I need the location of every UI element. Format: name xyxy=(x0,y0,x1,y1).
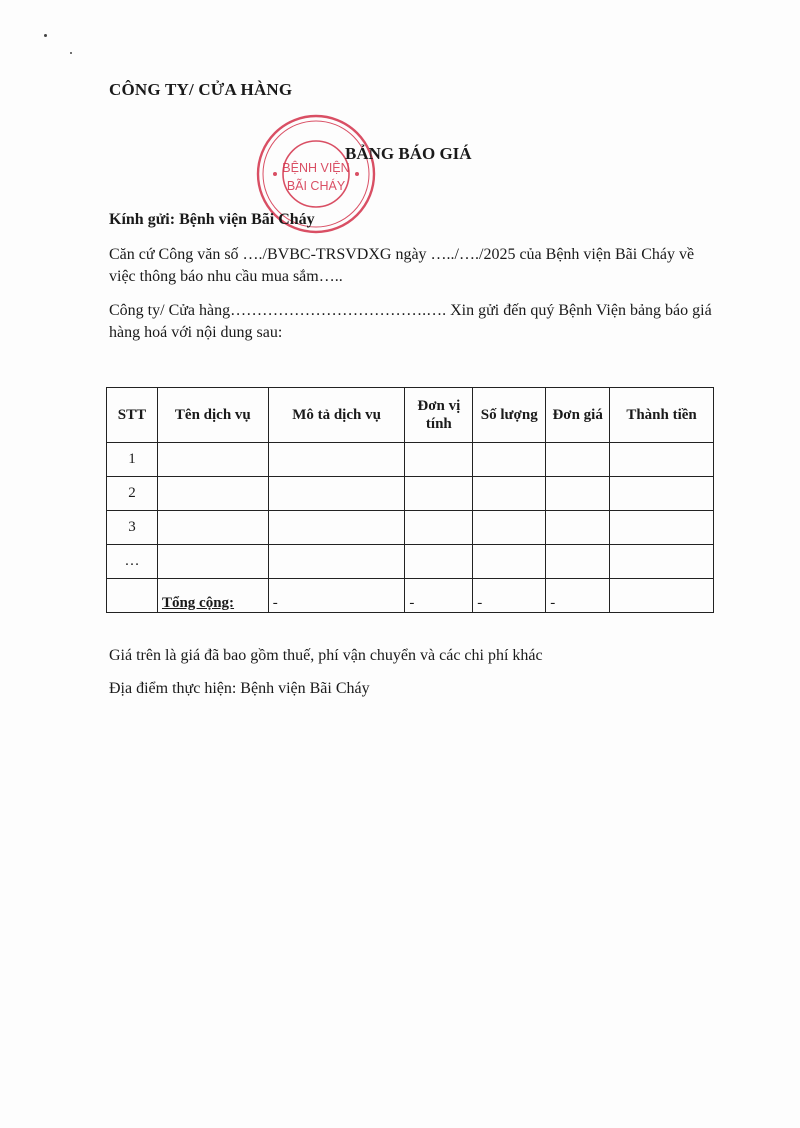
table-cell xyxy=(546,545,610,579)
table-cell xyxy=(473,477,546,511)
document-title: BẢNG BÁO GIÁ xyxy=(345,144,472,163)
recipient-line: Kính gửi: Bệnh viện Bãi Cháy xyxy=(109,211,315,228)
row-number: 2 xyxy=(107,477,158,511)
table-cell xyxy=(405,545,473,579)
quotation-table xyxy=(106,387,714,613)
header-cell: Đơn giá xyxy=(546,388,610,443)
table-cell xyxy=(546,477,610,511)
total-dash: - xyxy=(405,579,473,613)
table-cell xyxy=(546,511,610,545)
stamp-line-2: BÃI CHÁY xyxy=(286,179,346,193)
table-cell xyxy=(157,511,268,545)
scan-speck xyxy=(70,52,72,54)
table-cell xyxy=(268,545,405,579)
table-cell xyxy=(157,545,268,579)
table-cell xyxy=(473,511,546,545)
stamp-line-1: BỆNH VIỆN xyxy=(282,161,350,175)
location-note: Địa điểm thực hiện: Bệnh viện Bãi Cháy xyxy=(109,680,370,697)
table-cell xyxy=(405,511,473,545)
table-cell xyxy=(473,443,546,477)
header-cell: Mô tả dịch vụ xyxy=(268,388,405,443)
table-row xyxy=(107,477,714,511)
header-cell: Đơn vị tính xyxy=(405,388,473,443)
table-row xyxy=(107,545,714,579)
table-cell xyxy=(107,579,158,613)
header-cell: STT xyxy=(107,388,158,443)
table-row xyxy=(107,511,714,545)
table-cell xyxy=(268,477,405,511)
total-dash: - xyxy=(268,579,405,613)
header-cell: Tên dịch vụ xyxy=(157,388,268,443)
table-header-row xyxy=(107,388,714,443)
total-row xyxy=(107,579,714,613)
table-cell xyxy=(610,545,714,579)
total-label: Tổng cộng: xyxy=(157,579,268,613)
table-cell xyxy=(473,545,546,579)
table-cell xyxy=(405,477,473,511)
table-cell xyxy=(546,443,610,477)
table-cell xyxy=(405,443,473,477)
table-cell xyxy=(610,579,714,613)
table-cell xyxy=(157,443,268,477)
table-cell xyxy=(268,511,405,545)
total-dash: - xyxy=(473,579,546,613)
table-cell xyxy=(157,477,268,511)
header-cell: Thành tiền xyxy=(610,388,714,443)
header-cell: Số lượng xyxy=(473,388,546,443)
scan-speck xyxy=(44,34,47,37)
company-heading: CÔNG TY/ CỬA HÀNG xyxy=(109,80,293,99)
table-cell xyxy=(610,443,714,477)
table-cell xyxy=(610,511,714,545)
price-note: Giá trên là giá đã bao gồm thuế, phí vận chuyển và các chi phí khác xyxy=(109,647,543,664)
row-number: … xyxy=(107,545,158,579)
row-number: 1 xyxy=(107,443,158,477)
table-row xyxy=(107,443,714,477)
row-number: 3 xyxy=(107,511,158,545)
basis-paragraph: Căn cứ Công văn số …./BVBC-TRSVDXG ngày …../…./2025 của Bệnh viện Bãi Cháy về việc thông báo nhu cầu mua sắm….. xyxy=(109,246,695,285)
intro-paragraph: Công ty/ Cửa hàng……………………………….…. Xin gửi đến quý Bệnh Viện bảng báo giá hàng hoá với nội dung sau: xyxy=(109,302,712,341)
total-dash: - xyxy=(546,579,610,613)
table-cell xyxy=(268,443,405,477)
table-cell xyxy=(610,477,714,511)
